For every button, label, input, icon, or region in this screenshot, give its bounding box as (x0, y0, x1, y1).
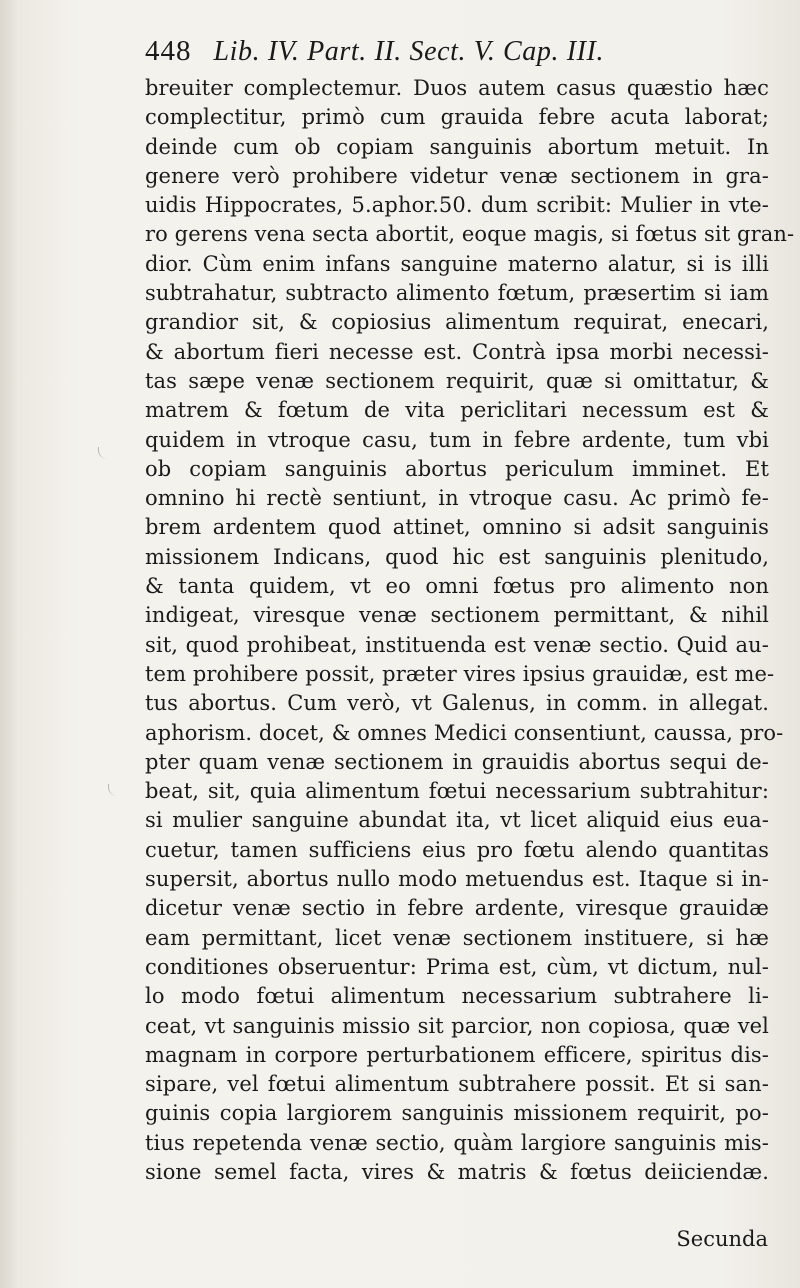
text-line-28: supersit, abortus nullo modo metuendus est. Itaque si in- (145, 867, 769, 892)
text-line-34: magnam in corpore perturbationem efficere, spiritus dis- (145, 1042, 769, 1067)
text-line-10: & abortum fieri necesse est. Contrà ipsa morbi necessi- (145, 339, 769, 364)
text-line-20: sit, quod prohibeat, instituenda est venæ sectio. Quid au- (145, 632, 769, 657)
text-line-14: ob copiam sanguinis abortus periculum imminet. Et (145, 456, 769, 481)
page-shadow (0, 0, 18, 1288)
text-line-15: omnino hi rectè sentiunt, in vtroque casu. Ac primò fe- (145, 486, 769, 511)
text-line-18: & tanta quidem, vt eo omni fœtus pro alimento non (145, 574, 769, 599)
text-line-8: subtrahatur, subtracto alimento fœtum, præsertim si iam (145, 281, 769, 306)
page-number: 448 (145, 35, 192, 67)
text-line-17: missionem Indicans, quod hic est sanguinis plenitudo, (145, 544, 769, 569)
text-line-16: brem ardentem quod attinet, omnino si adsit sanguinis (145, 515, 769, 540)
text-line-4: genere verò prohibere videtur venæ sectionem in gra- (145, 163, 769, 188)
text-line-30: eam permittant, licet venæ sectionem instituere, si hæ (145, 925, 769, 950)
text-line-38: sione semel facta, vires & matris & fœtus deiiciendæ. (145, 1159, 769, 1184)
text-line-33: ceat, vt sanguinis missio sit parcior, non copiosa, quæ vel (145, 1013, 769, 1038)
text-line-21: tem prohibere possit, præter vires ipsius grauidæ, est me- (145, 661, 775, 686)
catchword: Secunda (676, 1227, 768, 1251)
running-head: Lib. IV. Part. II. Sect. V. Cap. III. (213, 36, 605, 67)
text-line-9: grandior sit, & copiosius alimentum requirat, enecari, (145, 310, 769, 335)
text-line-19: indigeat, viresque venæ sectionem permittant, & nihil (145, 603, 769, 628)
text-line-11: tas sæpe venæ sectionem requirit, quæ si omittatur, & (145, 368, 769, 393)
text-line-29: dicetur venæ sectio in febre ardente, viresque grauidæ (145, 896, 769, 921)
text-line-36: guinis copia largiorem sanguinis missionem requirit, po- (145, 1101, 769, 1126)
text-line-22: tus abortus. Cum verò, vt Galenus, in comm. in allegat. (145, 691, 769, 716)
text-line-13: quidem in vtroque casu, tum in febre ardente, tum vbi (145, 427, 769, 452)
text-line-26: si mulier sanguine abundat ita, vt licet aliquid eius eua- (145, 808, 769, 833)
text-line-1: breuiter complectemur. Duos autem casus quæstio hæc (145, 76, 769, 100)
body-text (145, 74, 795, 1187)
text-line-25: beat, sit, quia alimentum fœtui necessarium subtrahitur: (145, 779, 769, 804)
text-line-12: matrem & fœtum de vita periclitari necessum est & (145, 398, 769, 423)
text-line-3: deinde cum ob copiam sanguinis abortum metuit. In (145, 134, 769, 159)
text-line-2: complectitur, primò cum grauida febre acuta laborat; (145, 105, 769, 130)
text-line-7: dior. Cùm enim infans sanguine materno alatur, si is illi (145, 251, 769, 276)
margin-mark (98, 447, 107, 459)
text-line-5: uidis Hippocrates, 5.aphor.50. dum scribit: Mulier in vte- (145, 193, 769, 218)
page-header (145, 34, 705, 69)
text-line-24: pter quam venæ sectionem in grauidis abortus sequi de- (145, 749, 769, 774)
text-line-27: cuetur, tamen sufficiens eius pro fœtu alendo quantitas (145, 837, 769, 862)
text-line-6: ro gerens vena secta abortit, eoque magis, si fœtus sit gran- (145, 222, 795, 247)
text-line-32: lo modo fœtui alimentum necessarium subtrahere li- (145, 984, 769, 1009)
margin-mark (108, 784, 117, 796)
text-line-37: tius repetenda venæ sectio, quàm largiore sanguinis mis- (145, 1130, 769, 1155)
text-line-35: sipare, vel fœtui alimentum subtrahere possit. Et si san- (145, 1072, 769, 1097)
text-line-23: aphorism. docet, & omnes Medici consentiunt, caussa, pro- (145, 720, 784, 745)
text-line-31: conditiones obseruentur: Prima est, cùm, vt dictum, nul- (145, 954, 769, 979)
